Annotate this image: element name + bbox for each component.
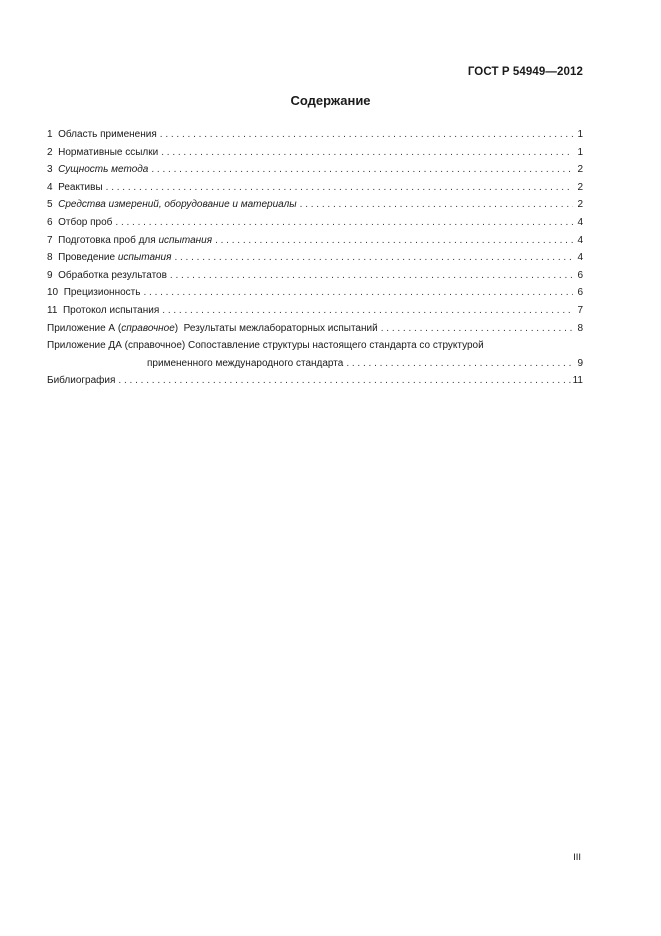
toc-page-number: 1 bbox=[577, 146, 583, 158]
toc-entry-number: 6 bbox=[47, 216, 53, 228]
toc-page-number: 9 bbox=[577, 357, 583, 369]
toc-entry-text: Средства измерений, оборудование и материалы bbox=[58, 199, 297, 211]
leader-dots bbox=[106, 179, 573, 197]
toc-entry-text: испытания bbox=[158, 234, 213, 246]
toc-entry-label bbox=[47, 214, 112, 232]
toc-page-number: 6 bbox=[577, 269, 583, 281]
toc-entry-label-line1: Приложение ДА (справочное) Сопоставление структуры настоящего стандарта со структурой bbox=[47, 340, 484, 352]
toc-entry-bibliography[interactable] bbox=[47, 372, 583, 390]
leader-dots bbox=[170, 267, 573, 285]
toc-entry-number: 2 bbox=[47, 146, 53, 158]
toc-entry-label bbox=[47, 144, 158, 162]
toc-entry-label bbox=[47, 267, 167, 285]
toc-entry-number: 3 bbox=[47, 164, 53, 176]
toc-page-number: 1 bbox=[577, 129, 583, 140]
table-of-contents bbox=[47, 126, 583, 390]
toc-entry-9[interactable] bbox=[47, 267, 583, 285]
leader-dots bbox=[118, 372, 570, 390]
leader-dots bbox=[346, 355, 573, 373]
toc-entry-number: 9 bbox=[47, 269, 53, 281]
toc-entry-text: Отбор проб bbox=[58, 216, 113, 228]
toc-entry-label bbox=[47, 302, 159, 320]
toc-entry-2[interactable] bbox=[47, 144, 583, 162]
toc-entry-11[interactable] bbox=[47, 302, 583, 320]
toc-page-number: 11 bbox=[572, 375, 583, 387]
leader-dots bbox=[115, 214, 573, 232]
toc-entry-label bbox=[47, 196, 297, 214]
toc-entry-text: Прецизионность bbox=[63, 287, 141, 299]
toc-entry-label: Приложение А (справочное) Результаты межлабораторных испытаний bbox=[47, 322, 378, 334]
toc-entry-number: 10 bbox=[47, 287, 59, 299]
toc-entry-label bbox=[47, 284, 140, 302]
page-number: III bbox=[573, 852, 581, 863]
toc-entry-number: 1 bbox=[47, 129, 53, 140]
toc-entry-number: 7 bbox=[47, 234, 53, 246]
toc-entry-label: Библиография bbox=[47, 375, 116, 387]
toc-entry-text: Обработка результатов bbox=[58, 269, 167, 281]
toc-page-number: 8 bbox=[577, 322, 583, 334]
toc-entry-text: Нормативные ссылки bbox=[58, 146, 159, 158]
toc-entry-text: Реактивы bbox=[58, 181, 103, 193]
leader-dots bbox=[300, 196, 573, 214]
toc-entry-10[interactable] bbox=[47, 284, 583, 302]
toc-entry-6[interactable] bbox=[47, 214, 583, 232]
toc-entry-number: 8 bbox=[47, 252, 53, 264]
toc-page-number: 2 bbox=[577, 181, 583, 193]
leader-dots bbox=[151, 161, 573, 179]
toc-entry-label bbox=[47, 126, 157, 144]
toc-page-number: 4 bbox=[577, 252, 583, 264]
toc-page-number: 4 bbox=[577, 234, 583, 246]
leader-dots bbox=[160, 126, 573, 144]
toc-page-number: 2 bbox=[577, 164, 583, 176]
toc-page-number: 6 bbox=[577, 287, 583, 299]
toc-entry-number: 4 bbox=[47, 181, 53, 193]
toc-entry-3[interactable] bbox=[47, 161, 583, 179]
leader-dots bbox=[174, 249, 573, 267]
toc-entry-label-line2: примененного международного стандарта bbox=[147, 357, 344, 369]
toc-entry-4[interactable] bbox=[47, 179, 583, 197]
toc-entry-7[interactable] bbox=[47, 232, 583, 250]
toc-entry-label bbox=[47, 161, 148, 179]
leader-dots bbox=[161, 144, 573, 162]
toc-entry-number: 11 bbox=[47, 304, 58, 316]
toc-entry-8[interactable] bbox=[47, 249, 583, 267]
toc-entry-annex-a[interactable] bbox=[47, 320, 583, 338]
toc-entry-label bbox=[47, 232, 212, 250]
toc-entry-1[interactable] bbox=[47, 126, 583, 144]
toc-entry-text: Область применения bbox=[58, 129, 157, 140]
toc-entry-label bbox=[47, 179, 103, 197]
toc-entry-text: Сущность метода bbox=[58, 164, 149, 176]
toc-entry-text: испытания bbox=[117, 252, 172, 264]
toc-page-number: 2 bbox=[577, 199, 583, 211]
leader-dots bbox=[381, 320, 573, 338]
toc-entry-text: Протокол испытания bbox=[62, 304, 160, 316]
leader-dots bbox=[143, 284, 573, 302]
toc-page-number: 4 bbox=[577, 216, 583, 228]
leader-dots bbox=[215, 232, 573, 250]
toc-entry-annex-da[interactable] bbox=[47, 337, 583, 372]
toc-entry-5[interactable] bbox=[47, 196, 583, 214]
toc-entry-label bbox=[47, 249, 171, 267]
toc-entry-text: Подготовка проб для bbox=[58, 234, 159, 246]
doc-code: ГОСТ Р 54949—2012 bbox=[467, 66, 583, 78]
toc-entry-number: 5 bbox=[47, 199, 53, 211]
toc-entry-text: Проведение bbox=[58, 252, 118, 264]
toc-page-number: 7 bbox=[577, 304, 583, 316]
leader-dots bbox=[162, 302, 573, 320]
page-title: Содержание bbox=[290, 93, 371, 108]
